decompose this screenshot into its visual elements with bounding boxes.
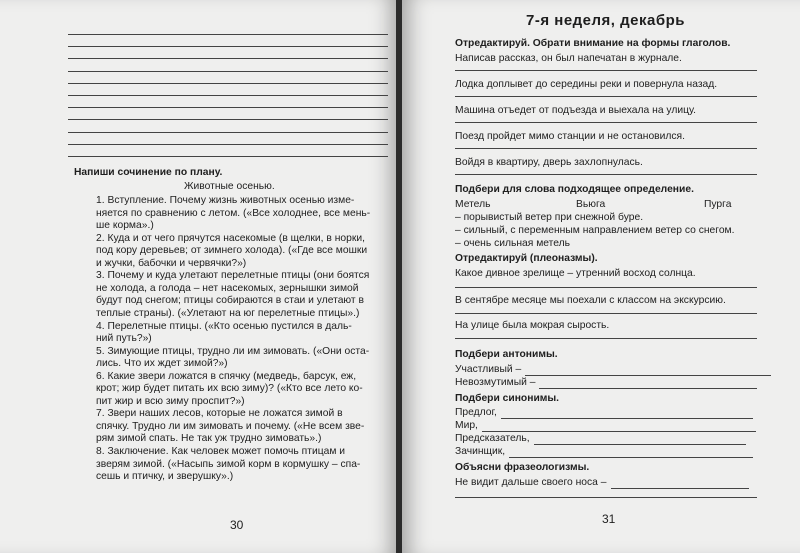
synonym-item	[455, 420, 756, 432]
plan-line: крот; жир будет питать их всю зиму)? («Кто все лето ко-	[96, 383, 363, 395]
plan-line: 4. Перелетные птицы. («Кто осенью пустился в даль-	[96, 320, 352, 332]
definition: – очень сильная метель	[455, 238, 571, 249]
answer-line[interactable]	[509, 447, 753, 458]
word-purga: Пурга	[704, 199, 732, 210]
answer-line[interactable]	[455, 174, 757, 175]
answer-line[interactable]	[539, 378, 757, 389]
answer-line[interactable]	[455, 70, 757, 71]
writing-line[interactable]	[68, 144, 388, 145]
plan-line: теплые страны). («Улетают на юг перелетные птицы».)	[96, 307, 360, 319]
synonym-item	[455, 433, 746, 445]
plan-line: спячку. Трудно ли им зимовать и почему. («Не всем зве-	[96, 420, 365, 432]
writing-line[interactable]	[68, 71, 388, 72]
page-number: 30	[230, 518, 244, 532]
plan-line: под кору деревьев; от зимнего холода). («Где все мошки	[96, 245, 368, 257]
synonym-word: Зачинщик,	[455, 446, 506, 457]
writing-line[interactable]	[68, 107, 388, 108]
task1-sentence: Войдя в квартиру, дверь захлопнулась.	[455, 157, 643, 168]
antonym-word: Участливый –	[455, 364, 522, 375]
plan-line: зверям зимой. («Насыпь зимой корм в кормушку – спа-	[96, 458, 361, 470]
plan-line: лись. Что их ждет зимой?»)	[96, 358, 228, 370]
task3-sentence: На улице была мокрая сырость.	[455, 320, 610, 331]
left-page	[0, 0, 398, 553]
answer-line[interactable]	[525, 365, 771, 376]
word-vyuga: Вьюга	[576, 199, 606, 210]
week-heading: 7-я неделя, декабрь	[526, 12, 686, 29]
task5-title: Подбери синонимы.	[455, 393, 560, 404]
word-metel: Метель	[455, 199, 491, 210]
synonym-word: Предсказатель,	[455, 433, 530, 444]
task1-sentence: Поезд пройдет мимо станции и не остановился.	[455, 131, 685, 142]
writing-line[interactable]	[68, 46, 388, 47]
task3-sentence: В сентябре месяце мы поехали с классом на экскурсию.	[455, 295, 726, 306]
plan-line: ний путь?»)	[96, 333, 152, 345]
plan-line: 3. Почему и куда улетают перелетные птицы (они боятся	[96, 270, 370, 282]
task1-sentence: Машина отъедет от подъезда и выехала на улицу.	[455, 105, 696, 116]
task3-sentence: Какое дивное зрелище – утренний восход солнца.	[455, 268, 696, 279]
plan-line: 2. Куда и от чего прячутся насекомые (в щелки, в норки,	[96, 232, 365, 244]
plan-line: ше корма».)	[96, 220, 154, 232]
plan-line: не холода, а голода – нет насекомых, зернышки зимой	[96, 282, 359, 294]
synonym-word: Мир,	[455, 420, 478, 431]
page-number: 31	[602, 512, 616, 526]
plan-line: сешь и птичку, и зверушку».)	[96, 471, 234, 483]
section-title: Напиши сочинение по плану.	[74, 167, 223, 178]
writing-line[interactable]	[68, 156, 388, 157]
synonym-item	[455, 407, 753, 419]
plan-line: пит жир и всю зиму проспит?»)	[96, 395, 245, 407]
idiom-text: Не видит дальше своего носа –	[455, 477, 607, 488]
antonym-word: Невозмутимый –	[455, 377, 536, 388]
writing-line[interactable]	[68, 58, 388, 59]
answer-line[interactable]	[455, 96, 757, 97]
plan-line: 6. Какие звери ложатся в спячку (медведь, барсук, еж,	[96, 370, 357, 382]
plan-line: 1. Вступление. Почему жизнь животных осенью изме-	[96, 195, 355, 206]
plan-line: рям зимой спать. Не так уж трудно зимовать».)	[96, 433, 322, 445]
answer-line[interactable]	[534, 434, 746, 445]
plan-line: 8. Заключение. Как человек может помочь птицам и	[96, 446, 346, 457]
task1-sentence: Лодка доплывет до середины реки и повернула назад.	[455, 79, 718, 90]
task1-sentence: Написав рассказ, он был напечатан в журнале.	[455, 53, 682, 64]
task2-title: Подбери для слова подходящее определение.	[455, 184, 694, 195]
answer-line[interactable]	[611, 478, 749, 489]
answer-line[interactable]	[455, 338, 757, 339]
answer-line[interactable]	[455, 148, 757, 149]
plan-line: и жучки, бабочки и червячки?»)	[96, 257, 247, 269]
answer-line[interactable]	[501, 408, 753, 419]
writing-line[interactable]	[68, 119, 388, 120]
plan-line: 5. Зимующие птицы, трудно ли им зимовать. («Они оста-	[96, 345, 370, 357]
answer-line[interactable]	[455, 313, 757, 314]
idiom-item	[455, 477, 749, 489]
definition: – порывистый ветер при снежной буре.	[455, 212, 644, 223]
task4-title: Подбери антонимы.	[455, 349, 558, 360]
task3-title: Отредактируй (плеоназмы).	[455, 253, 598, 264]
writing-line[interactable]	[68, 34, 388, 35]
plan-line: будут под снегом; птицы собираются в стаи и улетают в	[96, 295, 364, 307]
antonym-item	[455, 377, 757, 389]
right-page	[402, 0, 800, 553]
writing-line[interactable]	[68, 132, 388, 133]
writing-line[interactable]	[68, 83, 388, 84]
answer-line[interactable]	[455, 122, 757, 123]
synonym-item	[455, 446, 753, 458]
answer-line[interactable]	[455, 287, 757, 288]
plan-line: няется по сравнению с летом. («Все холоднее, все мень-	[96, 207, 371, 219]
task6-title: Объясни фразеологизмы.	[455, 462, 590, 473]
writing-line[interactable]	[68, 95, 388, 96]
answer-line[interactable]	[455, 497, 757, 498]
task1-title: Отредактируй. Обрати внимание на формы глаголов.	[455, 38, 731, 49]
definition: – сильный, с переменным направлением ветер со снегом.	[455, 225, 735, 236]
antonym-item	[455, 364, 771, 376]
synonym-word: Предлог,	[455, 407, 497, 418]
plan-line: 7. Звери наших лесов, которые не ложатся зимой в	[96, 408, 343, 420]
answer-line[interactable]	[482, 421, 756, 432]
essay-title: Животные осенью.	[184, 181, 275, 192]
